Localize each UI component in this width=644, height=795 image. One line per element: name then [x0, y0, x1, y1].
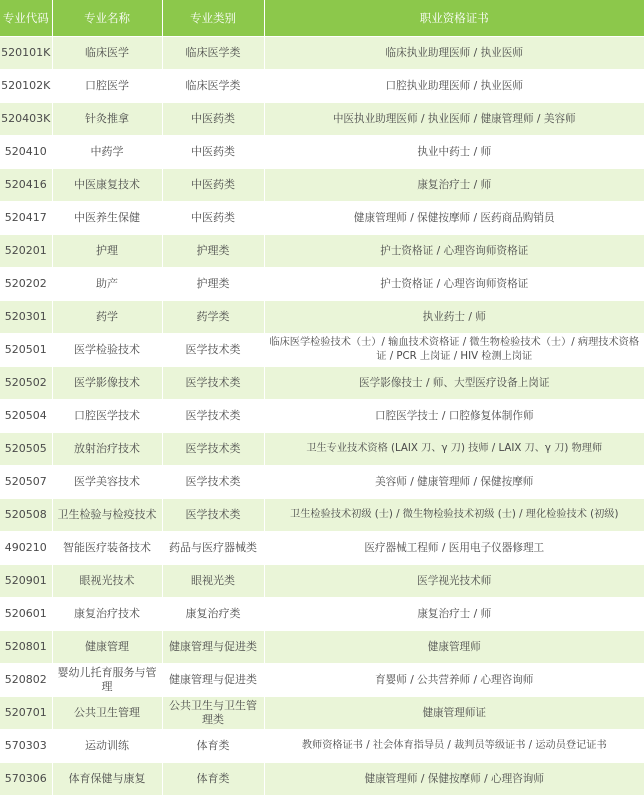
cell-category: 中医药类 — [162, 202, 264, 235]
table-row — [0, 301, 644, 334]
cell-certificate: 医学视光技术师 — [264, 565, 644, 598]
cell-category: 药品与医疗器械类 — [162, 532, 264, 565]
cell-code: 490210 — [0, 532, 52, 565]
cell-category: 医学技术类 — [162, 400, 264, 433]
cell-code: 520801 — [0, 631, 52, 664]
cell-code: 520508 — [0, 499, 52, 532]
cell-category: 中医药类 — [162, 136, 264, 169]
cell-certificate: 健康管理师 / 保健按摩师 / 医药商品购销员 — [264, 202, 644, 235]
cell-name: 运动训练 — [52, 730, 162, 763]
cell-certificate: 护士资格证 / 心理咨询师资格证 — [264, 235, 644, 268]
table-row — [0, 631, 644, 664]
cell-category: 体育类 — [162, 763, 264, 795]
cell-code: 520101K — [0, 37, 52, 70]
header-certificate: 职业资格证书 — [264, 0, 644, 37]
cell-category: 临床医学类 — [162, 70, 264, 103]
cell-certificate: 美容师 / 健康管理师 / 保健按摩师 — [264, 466, 644, 499]
cell-certificate: 护士资格证 / 心理咨询师资格证 — [264, 268, 644, 301]
cell-certificate: 医疗器械工程师 / 医用电子仪器修理工 — [264, 532, 644, 565]
cell-category: 护理类 — [162, 235, 264, 268]
table-row — [0, 697, 644, 730]
cell-name: 中医养生保健 — [52, 202, 162, 235]
table-row — [0, 103, 644, 136]
cell-category: 药学类 — [162, 301, 264, 334]
cell-category: 眼视光类 — [162, 565, 264, 598]
cell-name: 智能医疗装备技术 — [52, 532, 162, 565]
cell-code: 520901 — [0, 565, 52, 598]
cell-name: 针灸推拿 — [52, 103, 162, 136]
table-row — [0, 565, 644, 598]
cell-certificate: 临床医学检验技术（士）/ 输血技术资格证 / 微生物检验技术（士）/ 病理技术资格证 / PCR 上岗证 / HIV 检测上岗证 — [264, 334, 644, 367]
cell-code: 520201 — [0, 235, 52, 268]
cell-certificate: 中医执业助理医师 / 执业医师 / 健康管理师 / 美容师 — [264, 103, 644, 136]
cell-code: 570306 — [0, 763, 52, 795]
cell-name: 医学影像技术 — [52, 367, 162, 400]
table-row — [0, 202, 644, 235]
cell-code: 570303 — [0, 730, 52, 763]
table-row — [0, 268, 644, 301]
cell-certificate: 卫生检验技术初级 (士) / 微生物检验技术初级 (士) / 理化检验技术 (初级) — [264, 499, 644, 532]
cell-certificate: 育婴师 / 公共营养师 / 心理咨询师 — [264, 664, 644, 697]
cell-code: 520202 — [0, 268, 52, 301]
table-row — [0, 37, 644, 70]
cell-name: 放射治疗技术 — [52, 433, 162, 466]
cell-certificate: 卫生专业技术资格 (LAIX 刀、γ 刀) 技师 / LAIX 刀、γ 刀) 物理师 — [264, 433, 644, 466]
cell-code: 520301 — [0, 301, 52, 334]
cell-code: 520504 — [0, 400, 52, 433]
cell-certificate: 医学影像技士 / 师、大型医疗设备上岗证 — [264, 367, 644, 400]
table-row — [0, 367, 644, 400]
table-row — [0, 400, 644, 433]
cell-code: 520601 — [0, 598, 52, 631]
cell-certificate: 健康管理师证 — [264, 697, 644, 730]
cell-name: 健康管理 — [52, 631, 162, 664]
cell-name: 婴幼儿托育服务与管理 — [52, 664, 162, 697]
cell-name: 助产 — [52, 268, 162, 301]
cell-code: 520403K — [0, 103, 52, 136]
cell-category: 护理类 — [162, 268, 264, 301]
table-row — [0, 334, 644, 367]
table-row — [0, 532, 644, 565]
cell-certificate: 口腔医学技士 / 口腔修复体制作师 — [264, 400, 644, 433]
cell-certificate: 康复治疗士 / 师 — [264, 598, 644, 631]
cell-name: 口腔医学技术 — [52, 400, 162, 433]
header-name: 专业名称 — [52, 0, 162, 37]
cell-category: 健康管理与促进类 — [162, 631, 264, 664]
table-row — [0, 598, 644, 631]
cell-code: 520701 — [0, 697, 52, 730]
cell-name: 医学美容技术 — [52, 466, 162, 499]
cell-code: 520507 — [0, 466, 52, 499]
cell-code: 520502 — [0, 367, 52, 400]
cell-name: 护理 — [52, 235, 162, 268]
cell-category: 临床医学类 — [162, 37, 264, 70]
cell-certificate: 执业中药士 / 师 — [264, 136, 644, 169]
cell-name: 公共卫生管理 — [52, 697, 162, 730]
table-row — [0, 136, 644, 169]
table-row — [0, 169, 644, 202]
cell-category: 健康管理与促进类 — [162, 664, 264, 697]
header-category: 专业类别 — [162, 0, 264, 37]
cell-code: 520505 — [0, 433, 52, 466]
table-row — [0, 499, 644, 532]
table-row — [0, 730, 644, 763]
cell-certificate: 康复治疗士 / 师 — [264, 169, 644, 202]
table-row — [0, 664, 644, 697]
cell-certificate: 健康管理师 / 保健按摩师 / 心理咨询师 — [264, 763, 644, 795]
cell-code: 520416 — [0, 169, 52, 202]
cell-name: 卫生检验与检疫技术 — [52, 499, 162, 532]
table-row — [0, 235, 644, 268]
cell-certificate: 口腔执业助理医师 / 执业医师 — [264, 70, 644, 103]
table-header-row — [0, 0, 644, 37]
cell-name: 康复治疗技术 — [52, 598, 162, 631]
cell-code: 520410 — [0, 136, 52, 169]
cell-name: 口腔医学 — [52, 70, 162, 103]
cell-name: 医学检验技术 — [52, 334, 162, 367]
table-row — [0, 70, 644, 103]
cell-category: 体育类 — [162, 730, 264, 763]
cell-category: 医学技术类 — [162, 499, 264, 532]
cell-certificate: 教师资格证书 / 社会体育指导员 / 裁判员等级证书 / 运动员登记证书 — [264, 730, 644, 763]
cell-category: 中医药类 — [162, 103, 264, 136]
header-code: 专业代码 — [0, 0, 52, 37]
cell-certificate: 临床执业助理医师 / 执业医师 — [264, 37, 644, 70]
table-row — [0, 433, 644, 466]
cell-code: 520102K — [0, 70, 52, 103]
cell-category: 医学技术类 — [162, 334, 264, 367]
cell-category: 医学技术类 — [162, 466, 264, 499]
cell-name: 中医康复技术 — [52, 169, 162, 202]
cell-category: 康复治疗类 — [162, 598, 264, 631]
cell-category: 中医药类 — [162, 169, 264, 202]
cell-name: 眼视光技术 — [52, 565, 162, 598]
cell-name: 临床医学 — [52, 37, 162, 70]
cell-category: 医学技术类 — [162, 367, 264, 400]
cell-certificate: 健康管理师 — [264, 631, 644, 664]
cell-name: 药学 — [52, 301, 162, 334]
cell-code: 520501 — [0, 334, 52, 367]
table-row — [0, 466, 644, 499]
cell-certificate: 执业药士 / 师 — [264, 301, 644, 334]
cell-name: 体育保健与康复 — [52, 763, 162, 795]
cell-code: 520417 — [0, 202, 52, 235]
cell-category: 公共卫生与卫生管理类 — [162, 697, 264, 730]
cell-category: 医学技术类 — [162, 433, 264, 466]
cell-name: 中药学 — [52, 136, 162, 169]
cell-code: 520802 — [0, 664, 52, 697]
